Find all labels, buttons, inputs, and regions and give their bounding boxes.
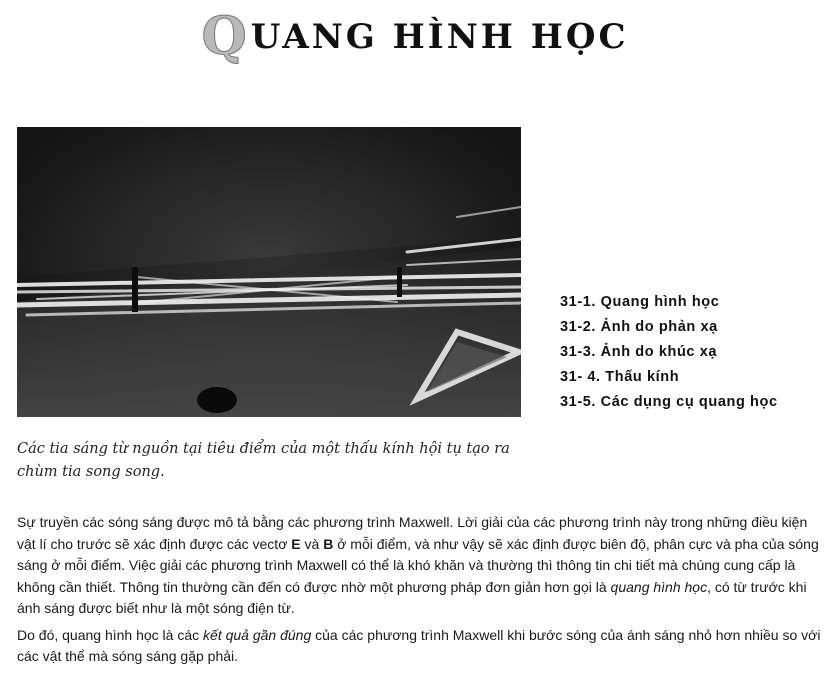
vector-b: B [323, 535, 334, 552]
chapter-contents [560, 290, 778, 415]
term-approximation: kết quả gần đúng [203, 626, 312, 643]
toc-item: 31-2. Ảnh do phản xạ [560, 319, 718, 335]
light-rays-illustration [17, 127, 521, 417]
light-source [132, 267, 138, 312]
toc-item: 31- 4. Thấu kính [560, 369, 680, 385]
toc-item: 31-5. Các dụng cụ quang học [560, 394, 778, 410]
page-title [0, 6, 830, 67]
title-rest: UANG HÌNH HỌC [250, 17, 629, 57]
toc-item: 31-3. Ảnh do khúc xạ [560, 344, 718, 360]
body-text [17, 512, 823, 673]
title-drop-cap: Q [201, 6, 250, 67]
vector-e: E [291, 535, 301, 552]
lens [397, 267, 402, 297]
light-rays-photo [17, 127, 521, 417]
photo-caption: Các tia sáng từ nguồn tại tiêu điểm của một thấu kính hội tụ tạo ra chùm tia song song. [17, 441, 510, 480]
toc-item: 31-1. Quang hình học [560, 294, 720, 310]
term-geometric-optics: quang hình học [610, 578, 708, 595]
paragraph-1: Sự truyền các sóng sáng được mô tả bằng các phương trình Maxwell. Lời giải của các phương trình này trong những điều kiện vật lí cho trước sẽ xác định được các vectơ E và B ở mỗi điểm, và như vậy sẽ xác định được biên độ, phân cực và pha của sóng sáng ở mỗi điểm. Việc giải các phương trình Maxwell có thể là khó khăn và thường thì thông tin chi tiết mà chúng cung cấp là không cần thiết. Thông tin thường cần đến có được nhờ một phương pháp đơn giản hơn gọi là quang hình học, có từ trước khi ánh sáng được biết như là một sóng điện từ. [17, 514, 819, 616]
paragraph-2: Do đó, quang hình học là các kết quả gần đúng của các phương trình Maxwell khi bước sóng của ánh sáng nhỏ hơn nhiều so với các vật thể mà sóng sáng gặp phải. [17, 626, 821, 664]
dark-object [197, 387, 237, 413]
